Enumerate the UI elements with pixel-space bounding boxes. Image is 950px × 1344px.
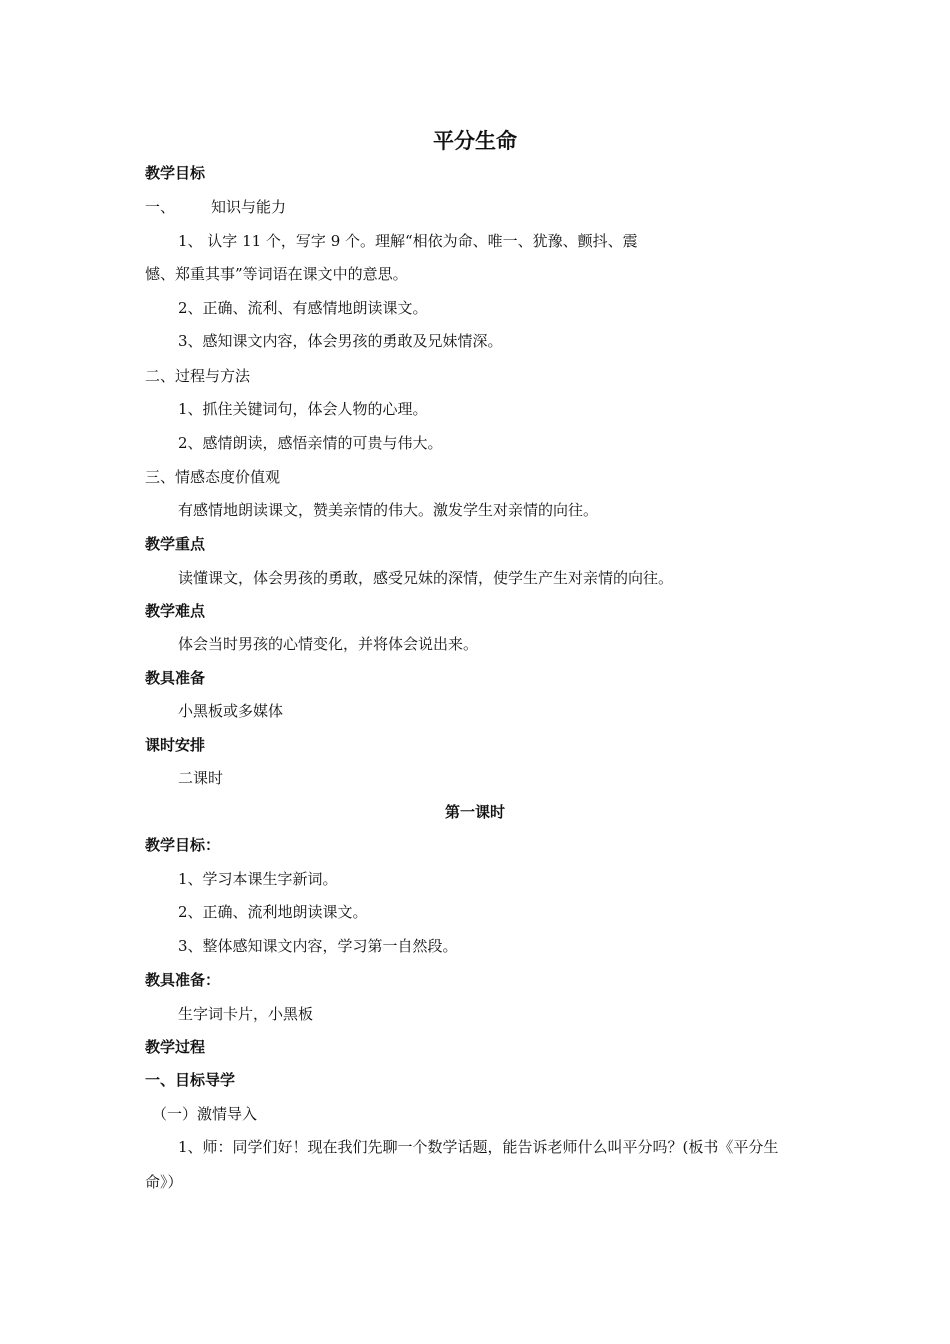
heading-schedule: 课时安排	[145, 736, 206, 754]
paragraph-line: 体会当时男孩的心情变化，并将体会说出来。	[178, 635, 479, 653]
paragraph-line: 命》）	[145, 1173, 183, 1191]
paragraph-line: 小黑板或多媒体	[178, 702, 284, 720]
section-two-title: 二、过程与方法	[145, 367, 251, 385]
paragraph-line: 3、感知课文内容，体会男孩的勇敢及兄妹情深。	[178, 332, 503, 350]
lesson-one-heading: 第一课时	[444, 803, 505, 821]
paragraph-line: 2、感情朗读，感悟亲情的可贵与伟大。	[178, 434, 443, 452]
heading-teaching-goals: 教学目标	[145, 164, 206, 182]
paragraph-line: 1、 认字 11 个，写字 9 个。理解“相依为命、唯一、犹豫、颤抖、震	[178, 232, 638, 250]
heading-lesson-goals: 教学目标：	[145, 836, 221, 854]
heading-materials: 教具准备	[145, 669, 206, 687]
paragraph-line: 读懂课文，体会男孩的勇敢，感受兄妹的深情，使学生产生对亲情的向往。	[178, 569, 674, 587]
section-one-number: 一、	[145, 198, 176, 216]
section-three-title: 三、情感态度价值观	[145, 468, 281, 486]
heading-lesson-materials: 教具准备：	[145, 971, 221, 989]
section-one-title: 知识与能力	[211, 198, 287, 216]
heading-goal-guidance: 一、目标导学	[145, 1071, 236, 1089]
paragraph-line: 生字词卡片，小黑板	[178, 1005, 314, 1023]
paragraph-line: 1、学习本课生字新词。	[178, 870, 338, 888]
section-one-line	[145, 197, 286, 217]
heading-key-points: 教学重点	[145, 535, 206, 553]
paragraph-line: 1、抓住关键词句，体会人物的心理。	[178, 400, 428, 418]
paragraph-line: 憾、郑重其事”等词语在课文中的意思。	[145, 265, 408, 283]
paragraph-line: 1、师：同学们好！现在我们先聊一个数学话题，能告诉老师什么叫平分吗？(板书《平分生	[178, 1138, 779, 1156]
paragraph-line: 2、正确、流利地朗读课文。	[178, 903, 368, 921]
heading-process: 教学过程	[145, 1038, 206, 1056]
document-title: 平分生命	[433, 128, 517, 153]
subheading-intro: （一）激情导入	[152, 1105, 258, 1123]
paragraph-line: 有感情地朗读课文，赞美亲情的伟大。激发学生对亲情的向往。	[178, 501, 599, 519]
heading-difficulties: 教学难点	[145, 602, 206, 620]
paragraph-line: 3、整体感知课文内容，学习第一自然段。	[178, 937, 458, 955]
paragraph-line: 二课时	[178, 769, 224, 787]
paragraph-line: 2、正确、流利、有感情地朗读课文。	[178, 299, 428, 317]
